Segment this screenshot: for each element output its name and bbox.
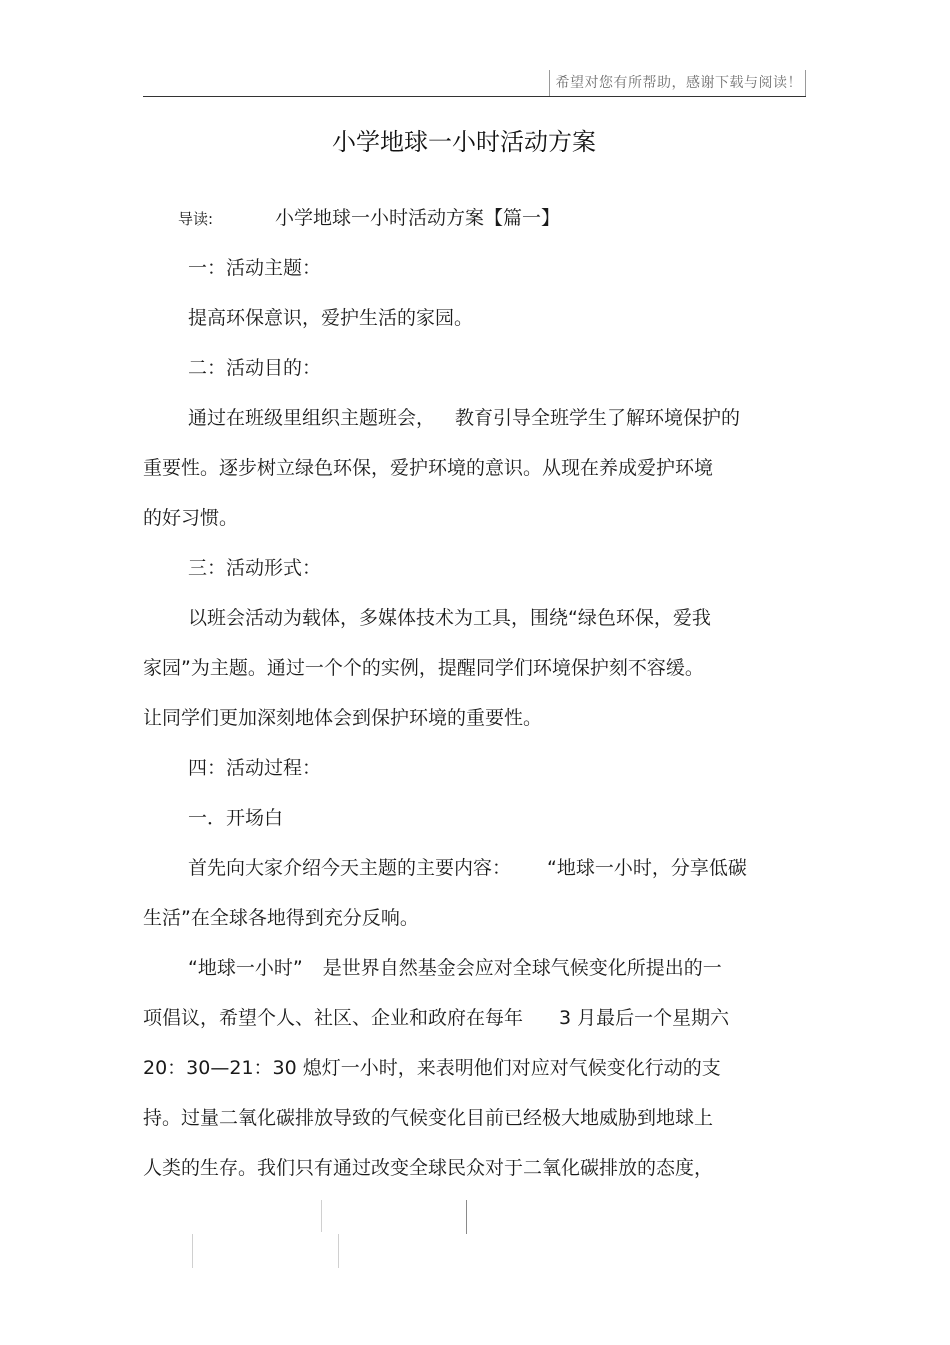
paragraph-line [143, 853, 848, 883]
paragraph-line: 让同学们更加深刻地体会到保护环境的重要性。 [143, 707, 543, 729]
paragraph-line: 人类的生存。我们只有通过改变全球民众对于二氧化碳排放的态度， [143, 1157, 714, 1179]
paragraph-line: 家园”为主题。通过一个个的实例，提醒同学们环境保护刻不容缓。 [143, 657, 704, 679]
footer-divider [338, 1234, 339, 1268]
paragraph-line: 持。过量二氧化碳排放导致的气候变化目前已经极大地威胁到地球上 [143, 1107, 714, 1129]
lead-line [143, 203, 803, 234]
footer-divider [321, 1200, 322, 1232]
paragraph-segment: 首先向大家介绍今天主题的主要内容： [188, 857, 512, 879]
header-note: 希望对您有所帮助，感谢下载与阅读！ [549, 70, 807, 96]
paragraph-segment: 项倡议，希望个人、社区、企业和政府在每年 [143, 1007, 524, 1029]
lead-label: 导读: [178, 210, 214, 228]
paragraph-line: 20：30—21：30 熄灯一小时，来表明他们对应对气候变化行动的支 [143, 1057, 721, 1079]
paragraph-segment: 教育引导全班学生了解环境保护的 [455, 407, 741, 429]
section-heading-theme: 一：活动主题： [188, 257, 322, 279]
section-heading-format: 三：活动形式： [188, 557, 322, 579]
paragraph-line: 以班会活动为载体，多媒体技术为工具，围绕“绿色环保，爱我 [188, 607, 711, 629]
lead-text: 小学地球一小时活动方案【篇一】 [275, 207, 561, 229]
paragraph-line: 生活”在全球各地得到充分反响。 [143, 907, 419, 929]
section-heading-purpose: 二：活动目的： [188, 357, 322, 379]
paragraph-segment: 3 月最后一个星期六 [559, 1007, 730, 1029]
subsection-heading: 一．开场白 [188, 807, 284, 829]
paragraph-segment: 是世界自然基金会应对全球气候变化所提出的一 [322, 957, 722, 979]
header-rule [143, 96, 806, 97]
paragraph-line: 重要性。逐步树立绿色环保，爱护环境的意识。从现在养成爱护环境 [143, 457, 714, 479]
paragraph-line [143, 1003, 803, 1033]
paragraph-segment: “地球一小时，分享低碳 [547, 857, 747, 879]
paragraph-segment: “地球一小时” [188, 957, 303, 979]
footer-divider [192, 1234, 193, 1268]
document-title: 小学地球一小时活动方案 [332, 128, 596, 156]
paragraph-line: 提高环保意识，爱护生活的家园。 [188, 307, 474, 329]
paragraph-line: 的好习惯。 [143, 507, 239, 529]
section-heading-process: 四：活动过程： [188, 757, 322, 779]
footer-divider [466, 1200, 467, 1234]
paragraph-segment: 通过在班级里组织主题班会， [188, 407, 436, 429]
paragraph-line [143, 953, 848, 983]
paragraph-line [143, 403, 848, 433]
